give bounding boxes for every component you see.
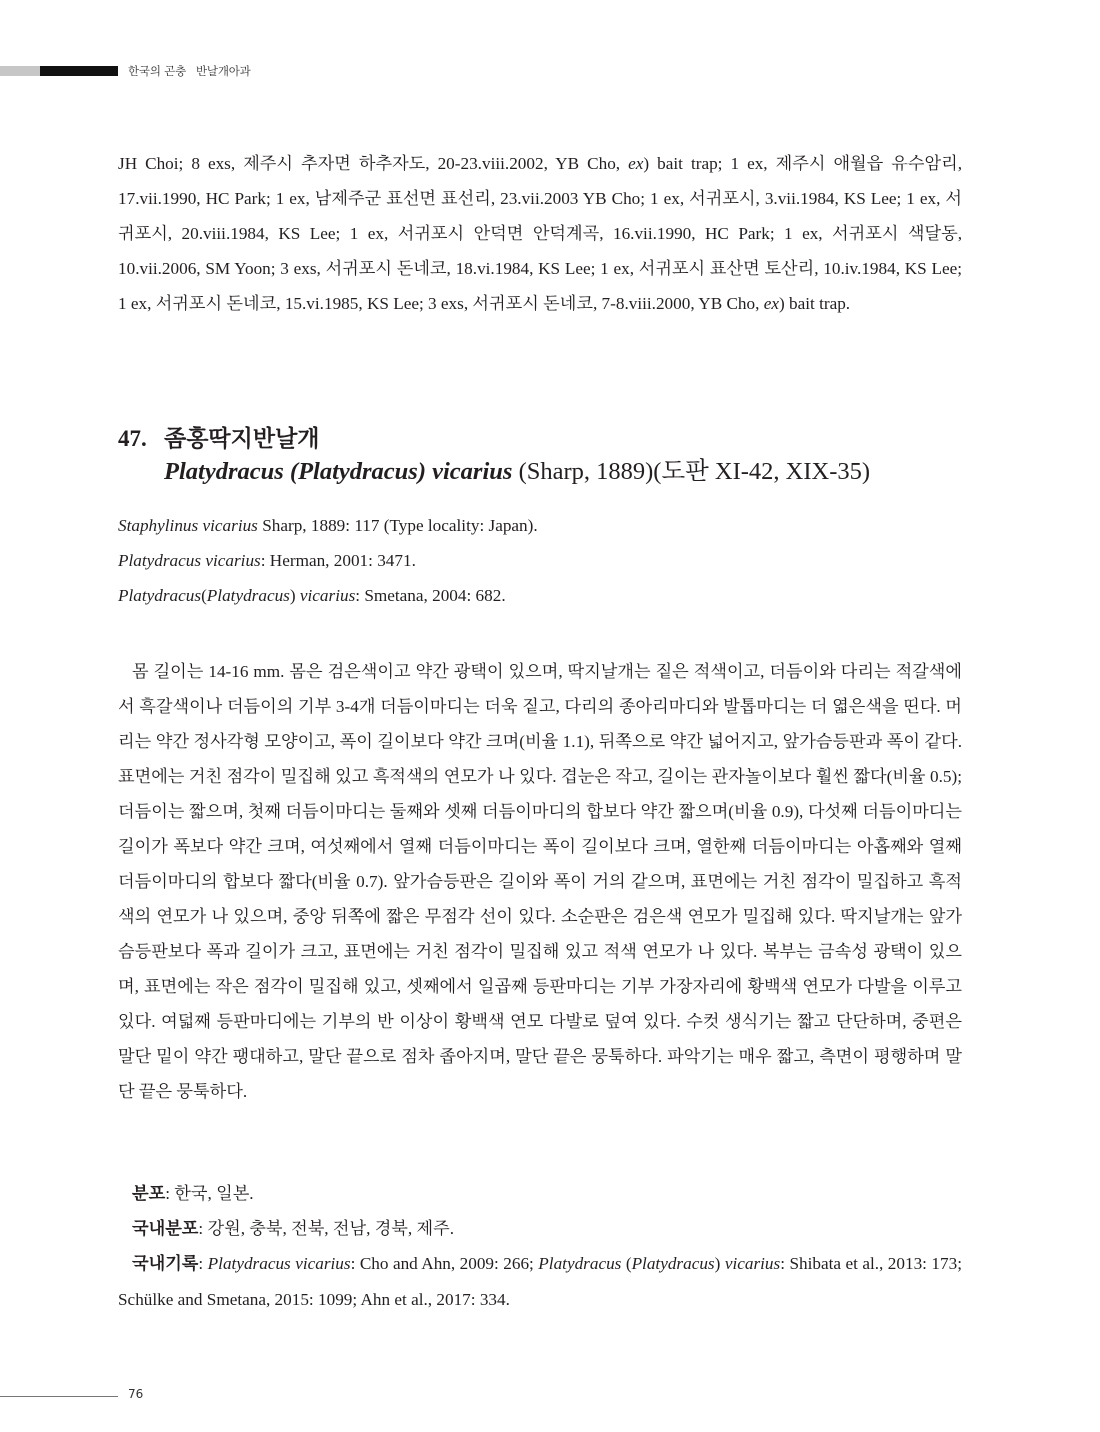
header-black-bar <box>40 66 118 76</box>
header-gray-bar <box>0 66 40 76</box>
record-citation: : Cho and Ahn, 2009: 266; <box>350 1254 539 1273</box>
species-scientific-name <box>164 452 870 487</box>
synonym-citation: Sharp, 1889: 117 (Type locality: Japan). <box>257 516 538 535</box>
record-name: Platydracus vicarius <box>207 1254 351 1273</box>
domestic-records: 국내기록: Platydracus vicarius: Cho and Ahn, 2009: 266; Platydracus (Platydracus) vicarius: Shibata et al., 2013: 173; Schülke and Smetana, 2015: 1099; Ahn et al., 2017: 334. <box>118 1254 962 1309</box>
synonym-citation: : Herman, 2001: 3471. <box>260 551 416 570</box>
synonym-line: Platydracus(Platydracus) vicarius: Smetana, 2004: 682. <box>118 586 506 605</box>
synonym-subgenus: Platydracus <box>206 586 290 605</box>
domestic-distribution-label: 국내분포 <box>132 1219 199 1239</box>
epithet: vicarius <box>432 458 513 485</box>
book-title: 한국의 곤충 <box>128 64 186 78</box>
species-number: 47. <box>118 426 147 451</box>
synonym-name: Platydracus vicarius <box>118 551 261 570</box>
species-description <box>118 654 962 1109</box>
footer-rule <box>0 1396 118 1397</box>
records-paragraph: JH Choi; 8 exs, 제주시 추자면 하추자도, 20-23.viii.2002, YB Cho, ex) bait trap; 1 ex, 제주시 애월읍 유수암리, 17.vii.1990, HC Park; 1 ex, 남제주군 표선면 표선리, 23.vii.2003 YB Cho; 1 ex, 서귀포시, 3.vii.1984, KS Lee; 1 ex, 서귀포시, 20.viii.1984, KS Lee; 1 ex, 서귀포시 안덕면 안덕계곡, 16.vii.1990, HC Park; 1 ex, 서귀포시 색달동, 10.vii.2006, SM Yoon; 3 exs, 서귀포시 돈네코, 18.vi.1984, KS Lee; 1 ex, 서귀포시 표산면 토산리, 10.iv.1984, KS Lee; 1 ex, 서귀포시 돈네코, 15.vi.1985, KS Lee; 3 exs, 서귀포시 돈네코, 7-8.viii.2000, YB Cho, ex) bait trap. <box>118 154 962 313</box>
distribution-label: 분포 <box>132 1184 166 1204</box>
description-paragraph: 몸 길이는 14-16 mm. 몸은 검은색이고 약간 광택이 있으며, 딱지날개는 짙은 적색이고, 더듬이와 다리는 적갈색에서 흑갈색이나 더듬이의 기부 3-4개 더듬이마디는 더욱 짙고, 다리의 종아리마디와 발톱마디는 더 엷은색을 띤다. 머리는 약간 정사각형 모양이고, 폭이 길이보다 약간 크며(비율 1.1), 뒤쪽으로 약간 넓어지고, 앞가슴등판과 폭이 같다. 표면에는 거친 점각이 밀집해 있고 흑적색의 연모가 나 있다. 겹눈은 작고, 길이는 관자놀이보다 훨씬 짧다(비율 0.5); 더듬이는 짧으며, 첫째 더듬이마디는 둘째와 셋째 더듬이마디의 합보다 약간 짧으며(비율 0.9), 다섯째 더듬이마디는 길이가 폭보다 약간 크며, 여섯째에서 열째 더듬이마디는 폭이 길이보다 크며, 열한째 더듬이마디는 아홉째와 열째 더듬이마디의 합보다 짧다(비율 0.7). 앞가슴등판은 길이와 폭이 거의 같으며, 표면에는 거친 점각이 밀집하고 흑적색의 연모가 나 있으며, 중앙 뒤쪽에 짧은 무점각 선이 있다. 소순판은 검은색 연모가 밀집해 있다. 딱지날개는 앞가슴등판보다 폭과 길이가 크고, 표면에는 거친 점각이 밀집해 있고 적색 연모가 나 있다. 복부는 금속성 광택이 있으며, 표면에는 작은 점각이 밀집해 있고, 셋째에서 일곱째 등판마디는 기부 가장자리에 황백색 연모가 다발을 이루고 있다. 여덟째 등판마디에는 기부의 반 이상이 황백색 연모 다발로 덮여 있다. 수컷 생식기는 짧고 단단하며, 중편은 말단 밑이 약간 팽대하고, 말단 끝으로 점차 좁아지며, 말단 끝은 뭉툭하다. 파악기는 매우 짧고, 측면이 평행하며 말단 끝은 뭉툭하다. <box>118 662 962 1101</box>
synonym-name: Staphylinus vicarius <box>118 516 258 535</box>
species-korean-name: 좀홍딱지반날개 <box>164 426 320 451</box>
plate-reference: (도판 XI-42, XIX-35) <box>653 458 871 485</box>
page-number: 76 <box>128 1387 144 1401</box>
record-citation: : Shibata et al., 2013: 173; Schülke and Smetana, 2015: 1099; Ahn et al., 2017: 334. <box>118 1254 962 1309</box>
synonym-citation: : Smetana, 2004: 682. <box>355 586 506 605</box>
distribution <box>118 1176 962 1212</box>
species-heading <box>118 420 320 453</box>
record-epithet: vicarius <box>724 1254 781 1273</box>
distribution-value: : 한국, 일본. <box>165 1184 254 1203</box>
domestic-distribution <box>118 1211 962 1247</box>
genus: Platydracus <box>164 458 284 485</box>
domestic-records-label: 국내기록 <box>132 1254 199 1274</box>
record-genus: Platydracus <box>538 1254 622 1273</box>
continued-records <box>118 146 962 321</box>
synonym-line <box>118 551 962 571</box>
synonym-line <box>118 516 962 536</box>
record-subgenus: Platydracus <box>631 1254 715 1273</box>
synonym-genus: Platydracus <box>118 586 202 605</box>
running-header <box>128 63 251 79</box>
species-author: (Sharp, 1889) <box>518 458 654 485</box>
synonym-epithet: vicarius <box>299 586 356 605</box>
domestic-distribution-value: : 강원, 충북, 전북, 전남, 경북, 제주. <box>198 1219 454 1238</box>
subgenus: (Platydracus) <box>289 458 426 485</box>
family-name: 반날개아과 <box>196 64 251 78</box>
